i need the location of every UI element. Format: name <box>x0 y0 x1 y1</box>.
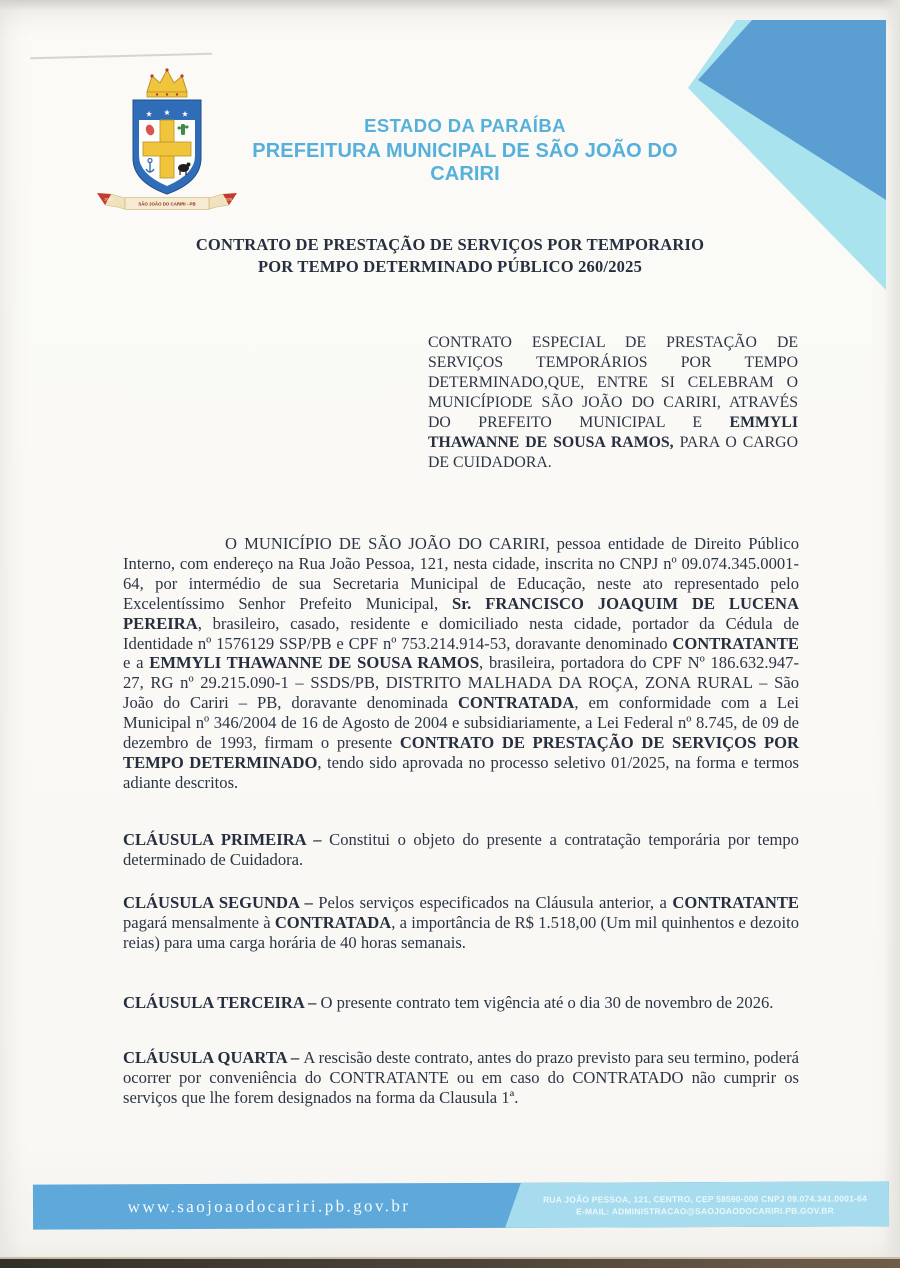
scan-right-edge <box>884 0 900 1268</box>
opening-paragraph: O MUNICÍPIO DE SÃO JOÃO DO CARIRI, pessoa entidade de Direito Público Interno, com endereço na Rua João Pessoa, 121, nesta cidade, inscrita no CNPJ nº 09.074.345.0001-64, por intermédio de sua Secretaria Municipal de Educação, neste ato representado pelo Excelentíssimo Senhor Prefeito Municipal, Sr. FRANCISCO JOAQUIM DE LUCENA PEREIRA, brasileiro, casado, residente e domiciliado nesta cidade, portador da Cédula de Identidade nº 1576129 SSP/PB e CPF nº 753.214.914-53, doravante denominado CONTRATANTE e a EMMYLI THAWANNE DE SOUSA RAMOS, brasileira, portadora do CPF Nº 186.632.947-27, RG nº 29.215.090-1 – SSDS/PB, DISTRITO MALHADA DA ROÇA, ZONA RURAL – São João do Cariri – PB, doravante denominada CONTRATADA, em conformidade com a Lei Municipal nº 346/2004 de 16 de Agosto de 2004 e subsidiariamente, a Lei Federal nº 8.745, de 09 de dezembro de 1993, firmam o presente CONTRATO DE PRESTAÇÃO DE SERVIÇOS POR TEMPO DETERMINADO, tendo sido aprovada no processo seletivo 01/2025, na forma e termos adiante descritos. <box>123 534 799 792</box>
scan-bottom-edge <box>0 1257 900 1268</box>
letterhead-municipality-line: PREFEITURA MUNICIPAL DE SÃO JOÃO DO CARIRI <box>252 140 678 185</box>
clause-quarta: CLÁUSULA QUARTA – A rescisão deste contrato, antes do prazo previsto para seu termino, poderá ocorrer por conveniência do CONTRATANTE ou em caso do CONTRATADO não cumprir os serviços que lhe forem designados na forma da Clausula 1ª. <box>123 1048 799 1107</box>
banner-year-right: 1928 <box>223 196 232 202</box>
banner-year-left: 1669 <box>104 196 113 202</box>
clause-segunda: CLÁUSULA SEGUNDA – Pelos serviços especificados na Cláusula anterior, a CONTRATANTE pagará mensalmente à CONTRATADA, a importância de R$ 1.518,00 (Um mil quinhentos e dezoito reias) para uma carga horária de 40 horas semanais. <box>123 893 799 952</box>
document-title <box>130 234 770 278</box>
clause-terceira: CLÁUSULA TERCEIRA – O presente contrato tem vigência até o dia 30 de novembro de 2026. <box>123 993 774 1012</box>
crown-icon <box>147 68 187 97</box>
website-url: www.saojoaodocariri.pb.gov.br <box>127 1195 411 1216</box>
paper-crease <box>30 53 212 59</box>
banner-motto: SÃO JOÃO DO CARIRI - PB <box>138 201 196 207</box>
letterhead-state-line: ESTADO DA PARAÍBA <box>364 115 566 136</box>
footer-address-line-2: E-MAIL: ADMINISTRACAO@SAOJOAODOCARIRI.PB.GOV.BR <box>576 1205 834 1217</box>
document-title-line-1: CONTRATO DE PRESTAÇÃO DE SERVIÇOS POR TEMPORARIO <box>195 235 705 254</box>
footer-address <box>519 1181 891 1227</box>
coat-of-arms <box>95 66 240 216</box>
document-title-line-2: POR TEMPO DETERMINADO PÚBLICO 260/2025 <box>257 257 643 276</box>
clause-primeira: CLÁUSULA PRIMEIRA – Constitui o objeto do presente a contratação temporária por tempo determinado de Cuidadora. <box>123 830 799 869</box>
banner-ribbon <box>97 193 237 210</box>
letterhead <box>230 115 700 186</box>
footer-bar <box>33 1181 889 1229</box>
contract-preamble: CONTRATO ESPECIAL DE PRESTAÇÃO DE SERVIÇOS TEMPORÁRIOS POR TEMPO DETERMINADO,QUE, ENTRE SI CELEBRAM O MUNICÍPIODE SÃO JOÃO DO CARIRI, ATRAVÉS DO PREFEITO MUNICIPAL E EMMYLI THAWANNE DE SOUSA RAMOS, PARA O CARGO DE CUIDADORA. <box>428 334 798 471</box>
shield-icon <box>133 100 201 194</box>
footer-address-line-1: RUA JOÃO PESSOA, 121, CENTRO, CEP 58590-000 CNPJ 09.074.341.0001-64 <box>543 1192 867 1205</box>
